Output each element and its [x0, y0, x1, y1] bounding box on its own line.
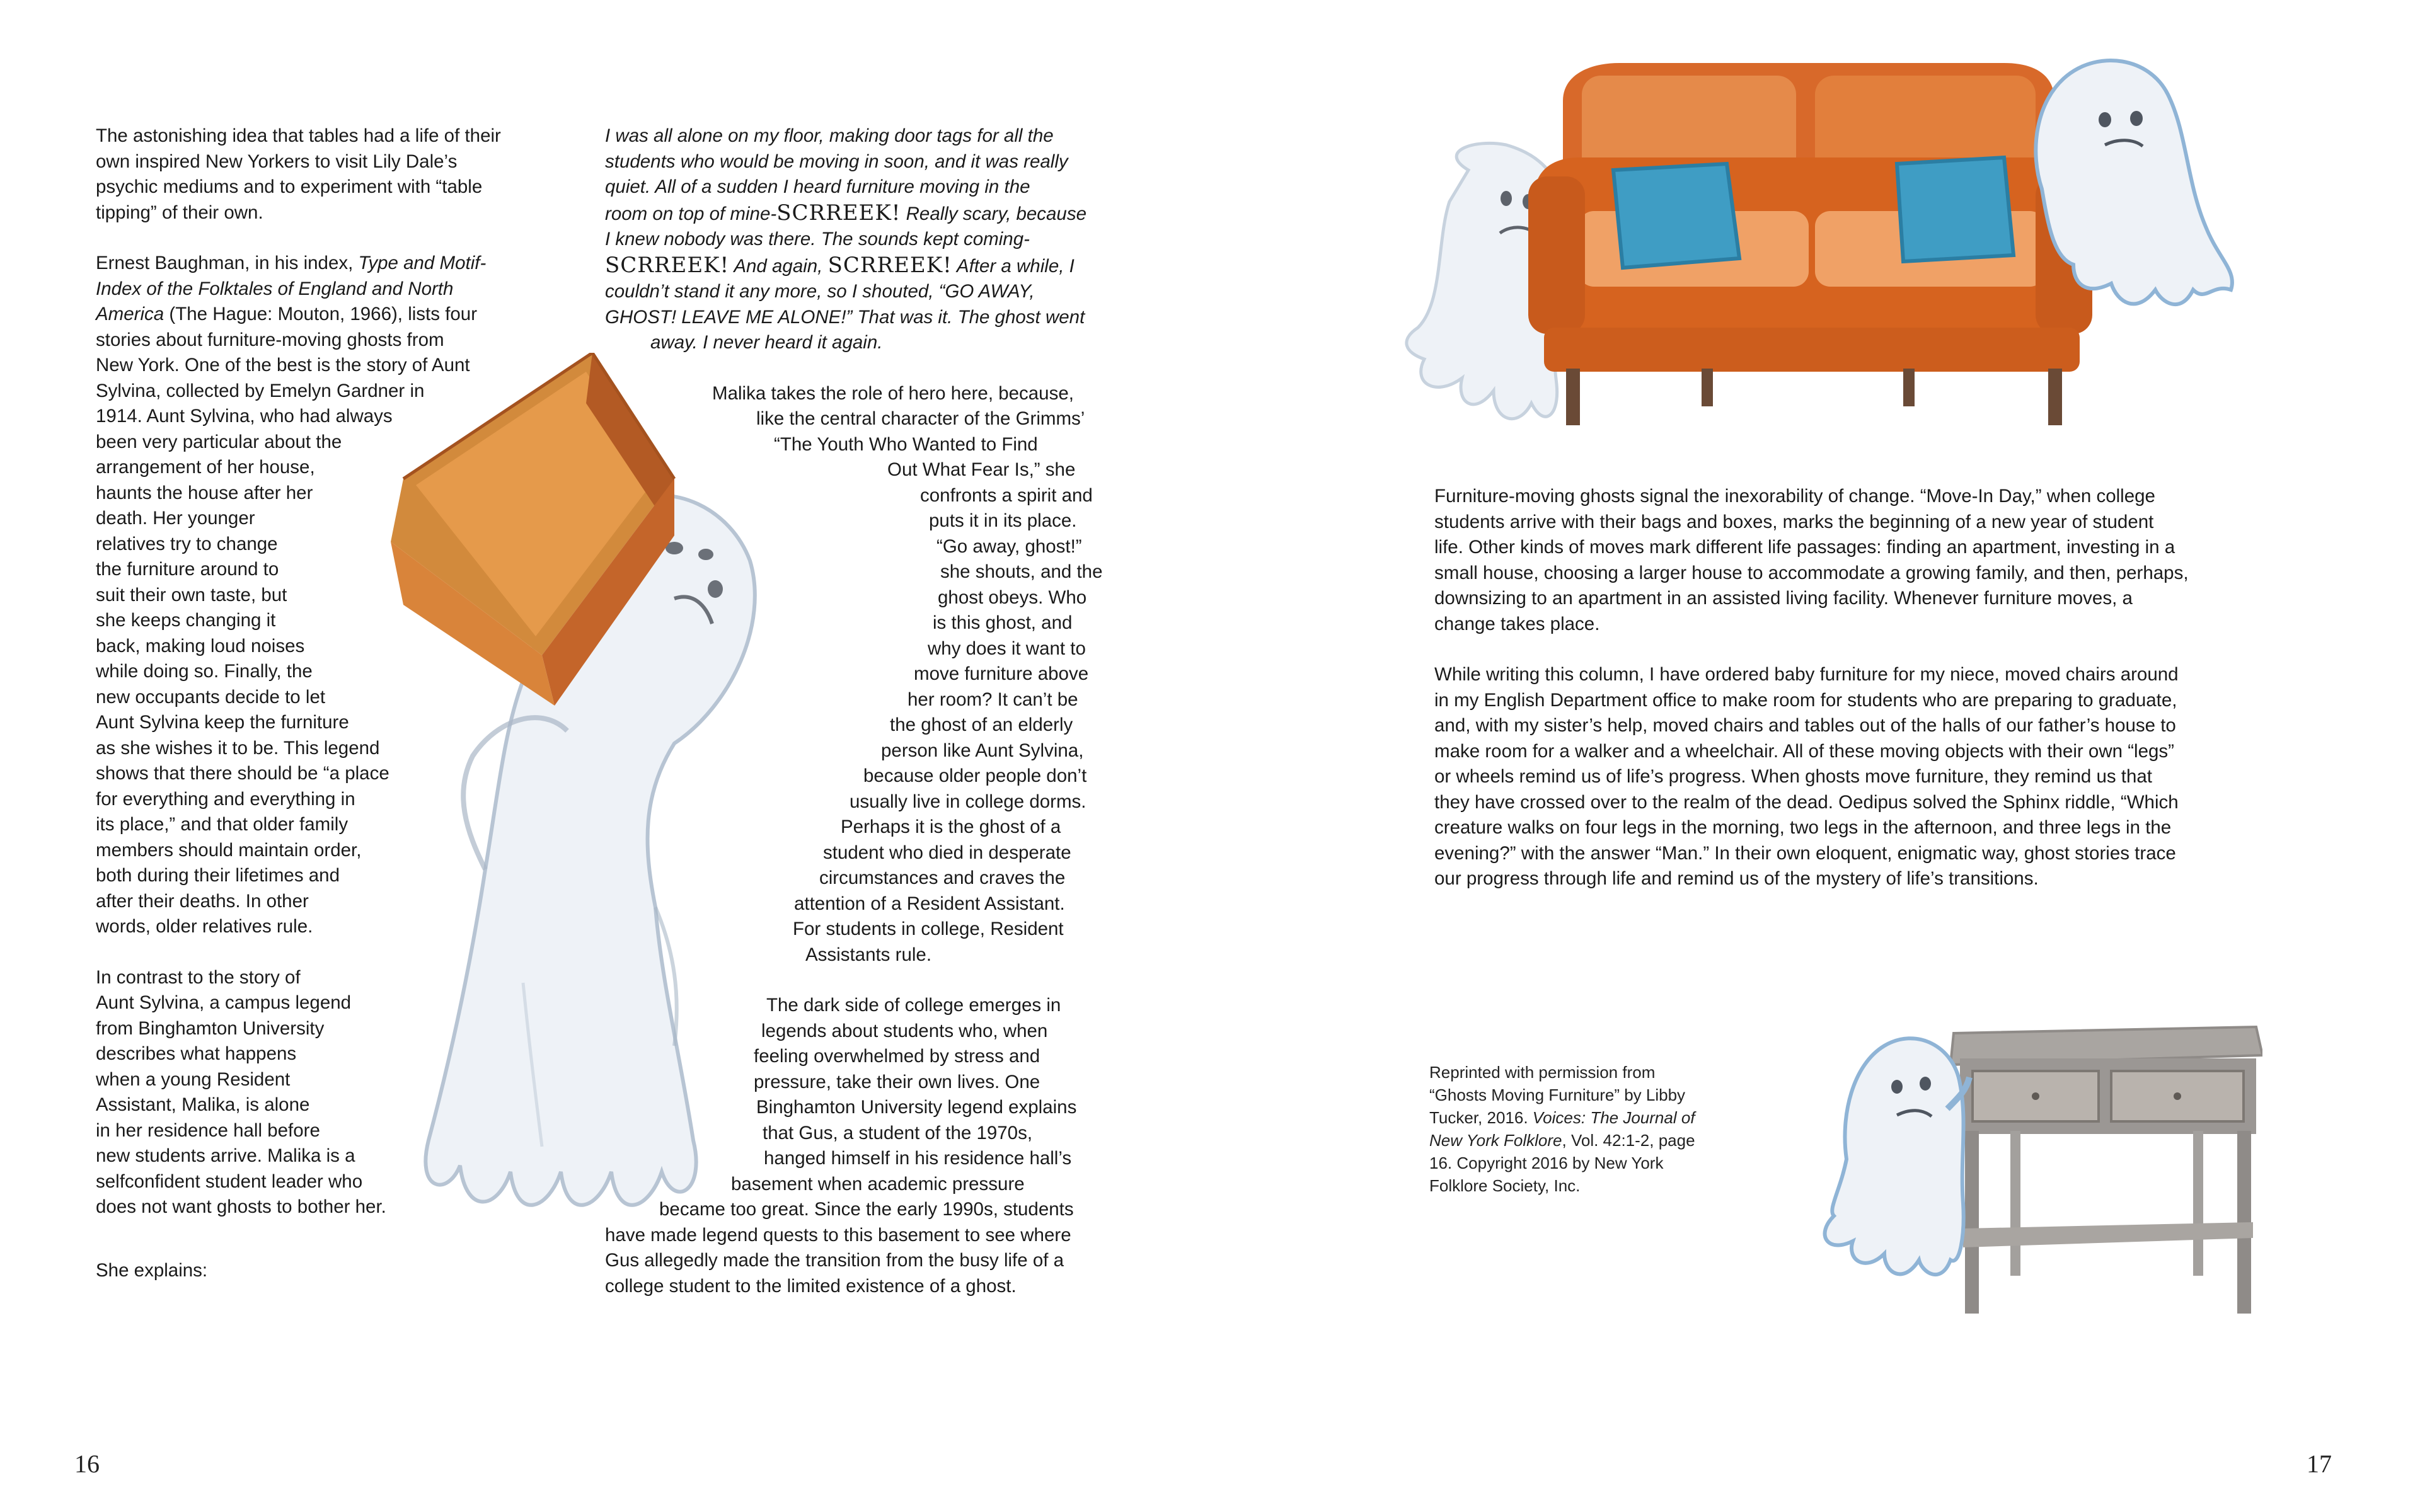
- baughman-paragraph: Ernest Baughman, in his index, Type and Motif- Index of the Folktales of England and North America (The Hague: Mouton, 1966), lists four stories about furniture-moving ghosts from New York. One of the best is the story of Aunt Sylvina, collected by Emelyn Gardner in 1914. Aunt Sylvina, who had always been very particular about the arrangement of her house, haunts the house after her death. Her younger relatives try to change the furniture around to suit their own taste, but she keeps changing it back, making loud noises while doing so. Finally, the new occupants decide to let Aunt Sylvina keep the furniture as she wishes it to be. This legend shows that there should be “a place for everything and everything in its place,” and that older family members should maintain order, both during their lifetimes and after their deaths. In other words, older relatives rule.: [96, 253, 487, 937]
- scrreek-sound-text: SCRREEK!: [605, 252, 730, 278]
- right-page-text: [1434, 484, 2304, 917]
- hero-paragraph: Malika takes the role of hero here, because, like the central character of the Grimms’ “The Youth Who Wanted to Find Out What Fear Is,” she confronts a spirit and puts it in its place. “Go away, ghost!” she shouts, and the ghost obeys. Who is this ghost, and why does it want to move furniture above her room? It can’t be the ghost of an elderly person like Aunt Sylvina, because older people don’t usually live in college dorms. Perhaps it is the ghost of a student who died in desperate circumstances and craves the attention of a Resident Assistant. For students in college, Resident Assistants rule.: [712, 382, 1103, 965]
- column-reflection-paragraph: While writing this column, I have ordered baby furniture for my niece, moved chairs around in my English Department office to make room for students who are preparing to graduate, and, with my sister’s help, moved chairs and tables out of the halls of our father’s house to make room for a walker and a wheelchair. All of these moving objects with their own “legs” or wheels remind us of life’s progress. When ghosts move furniture, they remind us that they have crossed over to the realm of the dead. Oedipus solved the Sphinx riddle, “Which creature walks on four legs in the morning, two legs in the afternoon, and three legs in the evening?” with the answer “Man.” In their own eloquent, enigmatic way, ghost stories trace our progress through life and remind us of the mystery of life’s transitions.: [1434, 664, 2179, 889]
- right-page: [1210, 0, 2420, 1512]
- contrast-paragraph: In contrast to the story of Aunt Sylvina, a campus legend from Binghamton University describes what happens when a young Resident Assistant, Malika, is alone in her residence hall before new students arrive. Malika is a selfconfident student leader who does not want ghosts to bother her.: [96, 966, 386, 1217]
- right-column: [605, 123, 1147, 1324]
- page-number-right: 17: [2307, 1450, 2332, 1478]
- dark-side-paragraph: The dark side of college emerges in legends about students who, when feeling overwhelmed by stress and pressure, take their own lives. One Binghamton University legend explains that Gus, a student of the 1970s, hanged himself in his residence hall’s basement when academic pressure became too great. Since the early 1990s, students have made legend quests to this basement to see where Gus allegedly made the transition from the busy life of a college student to the limited existence of a ghost.: [605, 995, 1077, 1297]
- scrreek-sound-text: SCRREEK!: [776, 200, 901, 226]
- scrreek-sound-text: SCRREEK!: [827, 252, 952, 278]
- table: [1950, 1027, 2262, 1314]
- couch-with-ghosts-illustration: [1399, 50, 2237, 454]
- couch: [1528, 63, 2092, 425]
- left-column: [96, 123, 501, 1309]
- she-explains-paragraph: She explains:: [96, 1259, 208, 1281]
- intro-paragraph: The astonishing idea that tables had a life of their own inspired New Yorkers to visit Lily Dale’s psychic mediums and to experiment with “table tipping” of their own.: [96, 125, 501, 223]
- ghost-with-table-illustration: [1802, 1021, 2262, 1323]
- page-number-left: 16: [74, 1450, 100, 1478]
- reprint-credit: Reprinted with permission from “Ghosts Moving Furniture” by Libby Tucker, 2016. Voices: The Journal of New York Folklore, Vol. 42:1-2, page 16. Copyright 2016 by New York Folklore Society, Inc.: [1429, 1063, 1695, 1195]
- malika-quote: I was all alone on my floor, making door tags for all the students who would be moving in soon, and it was really quiet. All of a sudden I heard furniture moving in the room on top of mine-SCRREEK! Really scary, because I knew nobody was there. The sounds kept coming- SCRREEK! And again, SCRREEK! After a while, I couldn’t stand it any more, so I shouted, “GO AWAY, GHOST! LEAVE ME ALONE!” That was it. The ghost went away. I never heard it again.: [605, 125, 1086, 353]
- change-paragraph: Furniture-moving ghosts signal the inexorability of change. “Move-In Day,” when college students arrive with their bags and boxes, marks the beginning of a new year of student life. Other kinds of moves mark different life passages: finding an apartment, investing in a small house, choosing a larger house to accommodate a growing family, and then, perhaps, downsizing to an apartment in an assisted living facility. Whenever furniture moves, a change takes place.: [1434, 486, 2189, 634]
- small-ghost: [1825, 1038, 1969, 1274]
